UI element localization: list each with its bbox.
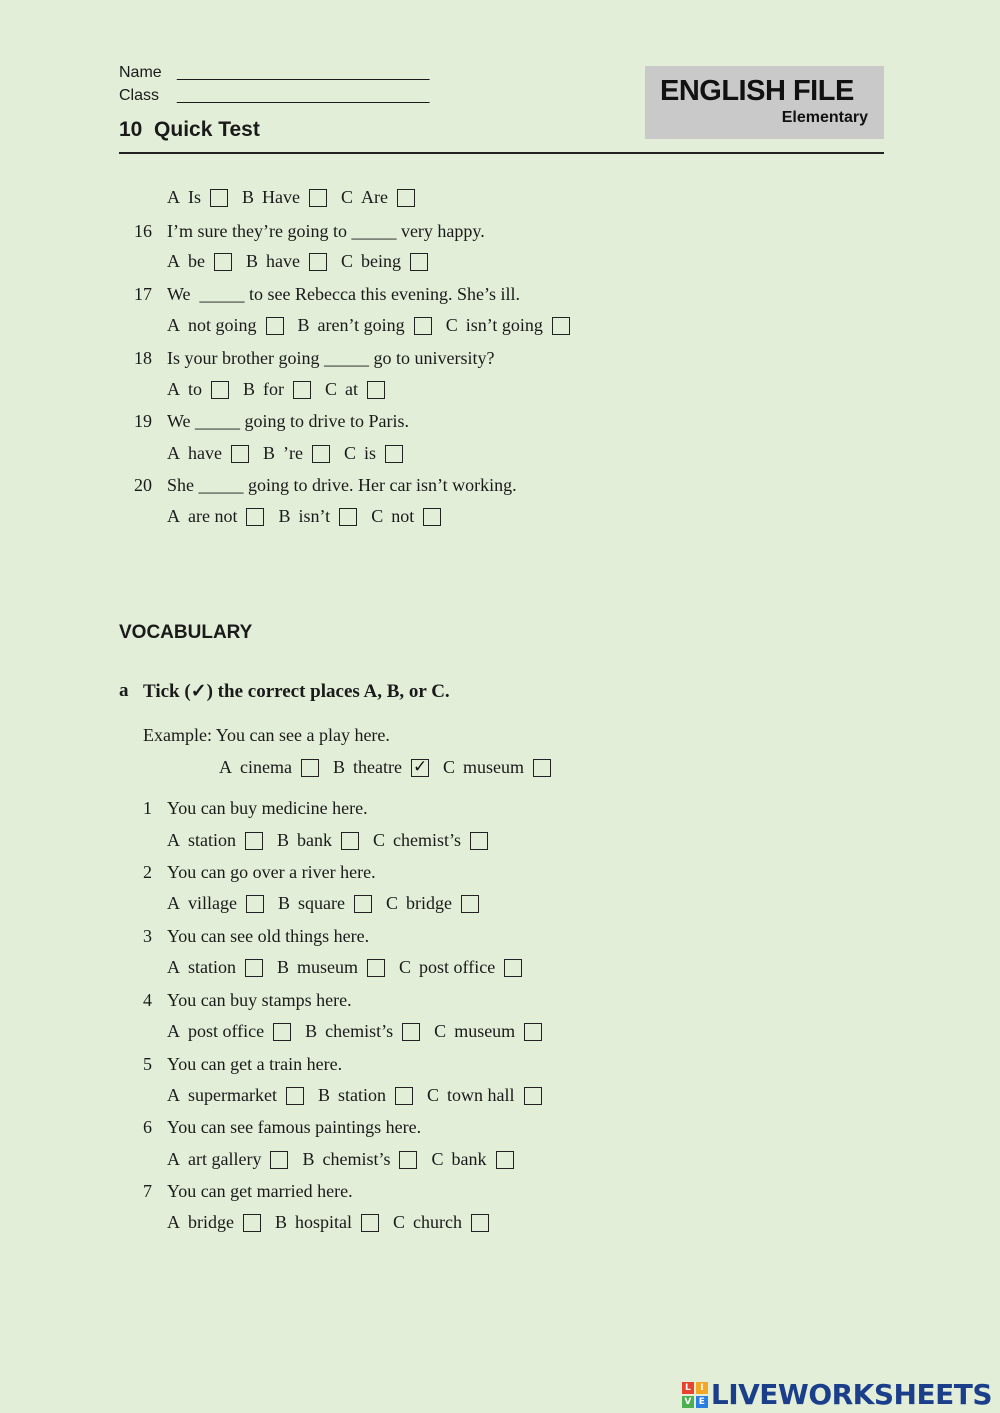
- question-text: You can see famous paintings here.: [167, 1117, 422, 1137]
- option-letter: B: [302, 1149, 315, 1169]
- option-label: to: [188, 379, 203, 399]
- options-row-20: [167, 506, 455, 527]
- option-letter: B: [317, 1085, 330, 1105]
- option-label: be: [188, 251, 205, 271]
- option-label: chemist’s: [322, 1149, 391, 1169]
- checkbox[interactable]: [246, 895, 264, 913]
- class-field[interactable]: ______________________________: [177, 87, 429, 104]
- options-row-v6: [167, 1149, 528, 1170]
- option-letter: C: [371, 506, 384, 526]
- question-number: 16: [134, 221, 152, 241]
- option-letter: B: [243, 379, 256, 399]
- options-row-19: [167, 443, 417, 464]
- option-label: post office: [188, 1021, 265, 1041]
- option-label: station: [188, 830, 236, 850]
- question-number: 7: [143, 1181, 152, 1201]
- option-label: aren’t going: [317, 315, 405, 335]
- option-label: ’re: [283, 443, 303, 463]
- question-number: 5: [143, 1054, 152, 1074]
- option-label: post office: [419, 957, 496, 977]
- class-label: Class: [119, 87, 160, 104]
- option-letter: A: [167, 830, 180, 850]
- checkbox[interactable]: [339, 508, 357, 526]
- checkbox[interactable]: [524, 1087, 542, 1105]
- option-letter: A: [167, 315, 180, 335]
- checked-checkbox[interactable]: [411, 759, 429, 777]
- option-letter: A: [167, 1021, 180, 1041]
- option-letter: B: [278, 506, 291, 526]
- option-letter: A: [167, 187, 180, 207]
- option-letter: A: [167, 957, 180, 977]
- options-row-17: [167, 315, 584, 336]
- page-title: 10 Quick Test: [119, 118, 260, 141]
- checkbox[interactable]: [231, 445, 249, 463]
- question-text: You can go over a river here.: [167, 862, 376, 882]
- checkbox[interactable]: [210, 189, 228, 207]
- question-number: 2: [143, 862, 152, 882]
- question-text: You can see old things here.: [167, 926, 370, 946]
- checkbox[interactable]: [361, 1214, 379, 1232]
- option-label: museum: [297, 957, 359, 977]
- question-text: We _____ going to drive to Paris.: [167, 411, 410, 431]
- checkbox[interactable]: [397, 189, 415, 207]
- name-label: Name: [119, 64, 162, 81]
- option-letter: A: [219, 757, 232, 777]
- option-label: station: [337, 1085, 386, 1105]
- option-letter: A: [167, 893, 180, 913]
- option-label: station: [188, 957, 236, 977]
- checkbox[interactable]: [246, 508, 264, 526]
- option-label: Have: [262, 187, 300, 207]
- question-text: We _____ to see Rebecca this evening. She’s ill.: [167, 284, 520, 304]
- option-letter: B: [277, 830, 290, 850]
- checkbox[interactable]: [423, 508, 441, 526]
- question-number: 17: [134, 284, 152, 304]
- task-letter: a: [119, 680, 129, 701]
- option-label: chemist’s: [393, 830, 462, 850]
- checkbox[interactable]: [312, 445, 330, 463]
- checkbox[interactable]: [367, 959, 385, 977]
- example-text: Example: You can see a play here.: [143, 725, 390, 745]
- checkbox[interactable]: [461, 895, 479, 913]
- option-letter: A: [167, 251, 180, 271]
- logo-tile: I: [696, 1382, 708, 1394]
- option-letter: C: [325, 379, 338, 399]
- option-label: Is: [188, 187, 201, 207]
- option-letter: B: [277, 893, 290, 913]
- option-label: bridge: [188, 1212, 234, 1232]
- brand-level: Elementary: [781, 109, 868, 126]
- option-label: museum: [454, 1021, 516, 1041]
- checkbox[interactable]: [414, 317, 432, 335]
- checkbox[interactable]: [341, 832, 359, 850]
- section-heading: VOCABULARY: [119, 622, 253, 643]
- question-text: She _____ going to drive. Her car isn’t working.: [167, 475, 517, 495]
- option-label: cinema: [240, 757, 292, 777]
- option-letter: A: [167, 443, 180, 463]
- options-row-v3: [167, 957, 536, 978]
- checkbox[interactable]: [309, 189, 327, 207]
- question-number: 19: [134, 411, 152, 431]
- option-letter: C: [341, 187, 354, 207]
- option-letter: C: [341, 251, 354, 271]
- checkbox[interactable]: [309, 253, 327, 271]
- checkbox[interactable]: [214, 253, 232, 271]
- brand-title: ENGLISH FILE: [660, 75, 854, 107]
- question-number: 1: [143, 798, 152, 818]
- checkbox[interactable]: [410, 253, 428, 271]
- option-letter: B: [332, 757, 345, 777]
- option-label: bank: [451, 1149, 487, 1169]
- option-letter: C: [445, 315, 458, 335]
- options-row-v7: [167, 1212, 503, 1233]
- checkbox[interactable]: [243, 1214, 261, 1232]
- option-letter: C: [434, 1021, 447, 1041]
- checkbox[interactable]: [496, 1151, 514, 1169]
- options-row-16: [167, 251, 442, 272]
- example-options-row: [219, 757, 565, 778]
- checkbox[interactable]: [245, 832, 263, 850]
- option-label: square: [298, 893, 345, 913]
- option-label: have: [266, 251, 300, 271]
- question-number: 20: [134, 475, 152, 495]
- options-row-v5: [167, 1085, 556, 1106]
- header-divider: [119, 152, 884, 154]
- option-letter: C: [393, 1212, 406, 1232]
- option-letter: A: [167, 379, 180, 399]
- logo-tile: E: [696, 1396, 708, 1408]
- option-letter: B: [262, 443, 275, 463]
- question-number: 4: [143, 990, 152, 1010]
- liveworksheets-icon: [682, 1382, 708, 1408]
- question-number: 18: [134, 348, 152, 368]
- checkbox[interactable]: [286, 1087, 304, 1105]
- option-label: isn’t: [298, 506, 331, 526]
- option-letter: C: [385, 893, 398, 913]
- option-letter: B: [274, 1212, 287, 1232]
- liveworksheets-wordmark: LIVEWORKSHEETS: [710, 1378, 992, 1411]
- option-letter: C: [343, 443, 356, 463]
- options-row-18: [167, 379, 399, 400]
- checkbox[interactable]: [399, 1151, 417, 1169]
- option-letter: C: [426, 1085, 439, 1105]
- liveworksheets-logo[interactable]: [682, 1378, 992, 1411]
- question-text: I’m sure they’re going to _____ very happy.: [167, 221, 485, 241]
- checkbox[interactable]: [367, 381, 385, 399]
- options-row-v2: [167, 893, 493, 914]
- option-letter: C: [442, 757, 455, 777]
- option-letter: B: [242, 187, 255, 207]
- question-number: 3: [143, 926, 152, 946]
- question-text: You can get a train here.: [167, 1054, 343, 1074]
- option-label: Are: [361, 187, 388, 207]
- options-row-15: [167, 187, 429, 208]
- checkbox[interactable]: [471, 1214, 489, 1232]
- checkbox[interactable]: [552, 317, 570, 335]
- option-letter: A: [167, 1149, 180, 1169]
- checkbox[interactable]: [524, 1023, 542, 1041]
- checkbox[interactable]: [402, 1023, 420, 1041]
- option-label: art gallery: [188, 1149, 262, 1169]
- task-instruction: Tick (✓) the correct places A, B, or C.: [143, 681, 450, 702]
- checkbox[interactable]: [504, 959, 522, 977]
- option-label: hospital: [295, 1212, 352, 1232]
- option-letter: C: [431, 1149, 444, 1169]
- checkbox[interactable]: [270, 1151, 288, 1169]
- option-label: village: [188, 893, 237, 913]
- option-label: supermarket: [188, 1085, 277, 1105]
- logo-tile: L: [682, 1382, 694, 1394]
- checkbox[interactable]: [293, 381, 311, 399]
- checkbox[interactable]: [273, 1023, 291, 1041]
- question-text: Is your brother going _____ go to university?: [167, 348, 495, 368]
- option-letter: B: [246, 251, 259, 271]
- option-label: museum: [462, 757, 524, 777]
- question-text: You can buy stamps here.: [167, 990, 352, 1010]
- option-label: not going: [188, 315, 257, 335]
- option-letter: B: [277, 957, 290, 977]
- option-letter: B: [297, 315, 310, 335]
- checkbox[interactable]: [354, 895, 372, 913]
- checkbox[interactable]: [211, 381, 229, 399]
- option-letter: A: [167, 1212, 180, 1232]
- option-label: at: [345, 379, 359, 399]
- checkbox[interactable]: [301, 759, 319, 777]
- option-label: church: [413, 1212, 462, 1232]
- brand-logo: [645, 66, 884, 139]
- option-letter: C: [399, 957, 412, 977]
- question-text: You can get married here.: [167, 1181, 353, 1201]
- option-letter: A: [167, 506, 180, 526]
- option-label: bank: [297, 830, 333, 850]
- option-letter: B: [305, 1021, 318, 1041]
- option-label: for: [263, 379, 285, 399]
- logo-tile: V: [682, 1396, 694, 1408]
- option-label: being: [361, 251, 402, 271]
- option-label: theatre: [353, 757, 402, 777]
- question-number: 6: [143, 1117, 152, 1137]
- question-text: You can buy medicine here.: [167, 798, 368, 818]
- option-label: have: [188, 443, 222, 463]
- checkbox[interactable]: [470, 832, 488, 850]
- option-label: chemist’s: [325, 1021, 394, 1041]
- checkbox[interactable]: [395, 1087, 413, 1105]
- checkbox[interactable]: [533, 759, 551, 777]
- checkbox[interactable]: [385, 445, 403, 463]
- option-label: town hall: [447, 1085, 515, 1105]
- option-label: bridge: [406, 893, 452, 913]
- option-label: not: [391, 506, 415, 526]
- options-row-v1: [167, 830, 502, 851]
- options-row-v4: [167, 1021, 556, 1042]
- option-label: is: [364, 443, 377, 463]
- checkbox[interactable]: [266, 317, 284, 335]
- checkbox[interactable]: [245, 959, 263, 977]
- name-field[interactable]: ______________________________: [177, 64, 429, 81]
- option-letter: A: [167, 1085, 180, 1105]
- option-letter: C: [373, 830, 386, 850]
- option-label: are not: [188, 506, 238, 526]
- option-label: isn’t going: [465, 315, 543, 335]
